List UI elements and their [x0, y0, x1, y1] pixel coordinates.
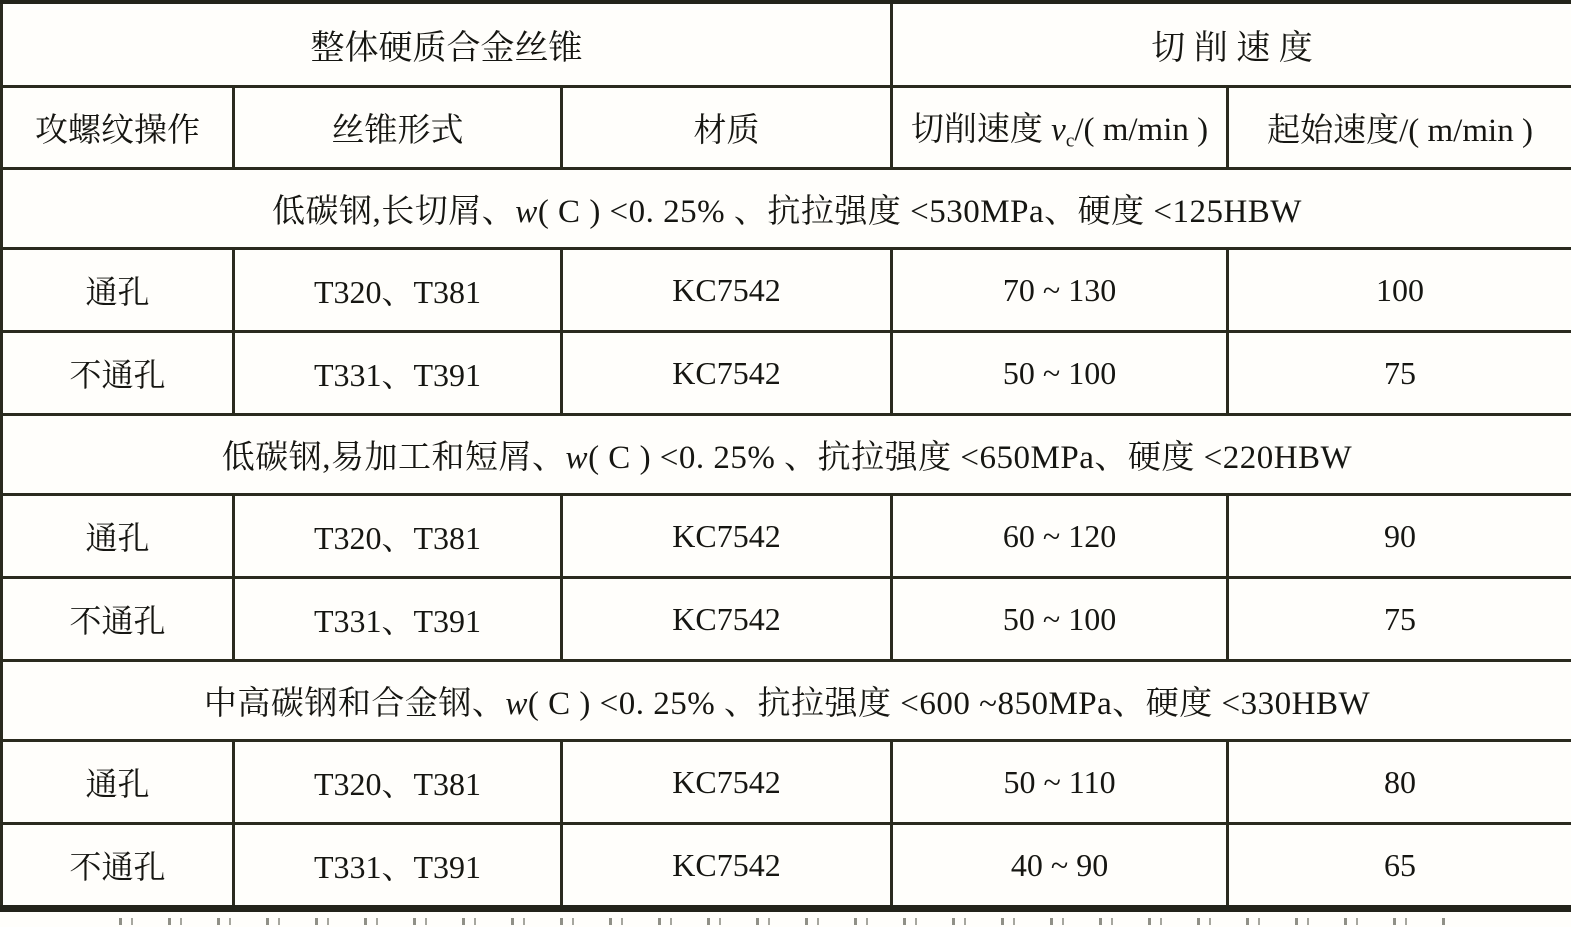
w-symbol: w: [505, 686, 528, 722]
cell-starting-speed: 75: [1228, 332, 1571, 415]
cell-material: KC7542: [562, 495, 892, 578]
cell-material: KC7542: [562, 332, 892, 415]
cell-starting-speed: 75: [1228, 578, 1571, 661]
table-row: [2, 332, 1571, 415]
table-row: [2, 741, 1571, 824]
cell-material: KC7542: [562, 249, 892, 332]
cell-tap-form: T331、T391: [234, 824, 562, 909]
clipped-text-remnant: [105, 918, 1450, 925]
cell-starting-speed: 65: [1228, 824, 1571, 909]
col-header-material: 材质: [562, 87, 892, 169]
cell-operation: 通孔: [2, 249, 234, 332]
section-band-medium-high-carbon: [2, 661, 1571, 741]
section-title: [2, 415, 1571, 495]
section-title: [2, 661, 1571, 741]
col-header-cutting-speed: [892, 87, 1228, 169]
cutting-speed-unit: /( m/min ): [1074, 111, 1209, 148]
cell-cutting-speed: 50 ~ 100: [892, 332, 1228, 415]
cell-tap-form: T320、T381: [234, 249, 562, 332]
cell-material: KC7542: [562, 824, 892, 909]
cell-cutting-speed: 40 ~ 90: [892, 824, 1228, 909]
table-row: [2, 495, 1571, 578]
cell-tap-form: T331、T391: [234, 578, 562, 661]
cell-cutting-speed: 50 ~ 110: [892, 741, 1228, 824]
cell-starting-speed: 90: [1228, 495, 1571, 578]
cell-tap-form: T320、T381: [234, 741, 562, 824]
table-column-header-row: [2, 87, 1571, 169]
section-title-spec: ( C ) <0. 25% 、抗拉强度 <530MPa、硬度 <125HBW: [537, 194, 1302, 230]
section-title-text: 低碳钢,长切屑、: [272, 194, 516, 230]
cell-starting-speed: 80: [1228, 741, 1571, 824]
col-header-starting-speed: 起始速度/( m/min ): [1228, 87, 1571, 169]
table-row: [2, 824, 1571, 909]
group-header-carbide-tap: 整体硬质合金丝锥: [2, 2, 892, 87]
col-header-operation: 攻螺纹操作: [2, 87, 234, 169]
section-title-spec: ( C ) <0. 25% 、抗拉强度 <600 ~850MPa、硬度 <330HBW: [527, 686, 1371, 722]
cutting-speed-label: 切削速度: [910, 111, 1052, 148]
cell-operation: 不通孔: [2, 332, 234, 415]
cell-starting-speed: 100: [1228, 249, 1571, 332]
cell-operation: 不通孔: [2, 824, 234, 909]
cell-tap-form: T331、T391: [234, 332, 562, 415]
cell-operation: 通孔: [2, 741, 234, 824]
w-symbol: w: [515, 194, 538, 230]
cell-cutting-speed: 70 ~ 130: [892, 249, 1228, 332]
group-header-cutting-speed: 切 削 速 度: [892, 2, 1571, 87]
cell-operation: 通孔: [2, 495, 234, 578]
section-title-text: 中高碳钢和合金钢、: [203, 686, 506, 722]
cell-cutting-speed: 50 ~ 100: [892, 578, 1228, 661]
cell-tap-form: T320、T381: [234, 495, 562, 578]
cell-material: KC7542: [562, 741, 892, 824]
w-symbol: w: [565, 440, 589, 476]
cell-material: KC7542: [562, 578, 892, 661]
section-title-spec: ( C ) <0. 25% 、抗拉强度 <650MPa、硬度 <220HBW: [588, 440, 1353, 476]
cutting-speed-subscript: c: [1065, 130, 1075, 152]
section-title: [2, 169, 1571, 249]
cell-cutting-speed: 60 ~ 120: [892, 495, 1228, 578]
section-title-text: 低碳钢,易加工和短屑、: [221, 440, 566, 476]
col-header-tap-form: 丝锥形式: [234, 87, 562, 169]
section-band-low-carbon-short-chip: [2, 415, 1571, 495]
section-band-low-carbon-long-chip: [2, 169, 1571, 249]
table-row: [2, 249, 1571, 332]
cutting-speed-symbol: v: [1051, 111, 1066, 148]
cell-operation: 不通孔: [2, 578, 234, 661]
table-group-header-row: [2, 2, 1571, 87]
table-row: [2, 578, 1571, 661]
